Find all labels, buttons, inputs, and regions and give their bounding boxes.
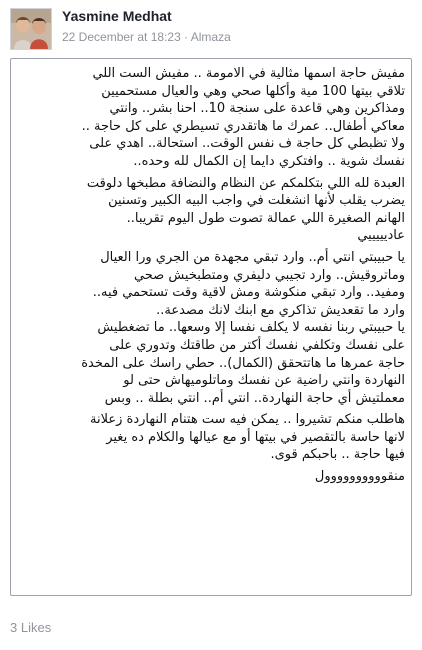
post-line: ومفيد.. وارد تبقي منكوشة ومش لاقية وقت تستحمي فيه.. — [92, 285, 405, 301]
post-date[interactable]: 22 December at 18:23 — [62, 30, 181, 44]
post-paragraph — [17, 249, 405, 407]
post-meta — [62, 30, 231, 44]
post-line: منقوووووووووول — [314, 469, 405, 485]
post-line: يا حبيبتي ربنا نفسه لا يكلف نفسا إلا وسعها.. ما تضغطيش — [97, 320, 405, 336]
post-line: الهانم الصغيرة اللي عمالة تصوت طول اليوم تقريبا.. — [126, 210, 405, 226]
post-line: عاديييييي — [357, 228, 405, 244]
post-line: يضرب يقلب لأنها انشغلت في واجب البيه الكبير وتسنين — [108, 193, 405, 209]
post-line: هاطلب منكم تشيروا .. يمكن فيه ست هتنام النهاردة زعلانة — [90, 412, 405, 428]
post-body-frame — [10, 58, 412, 596]
post-line: ولا تظبطي كل حاجة ف نفس الوقت.. استحالة.. اهدي على — [89, 136, 405, 152]
author-avatar[interactable] — [10, 8, 52, 50]
likes-count[interactable]: 3 Likes — [10, 620, 52, 635]
meta-separator: · — [184, 30, 189, 44]
post-paragraph — [17, 175, 405, 245]
post-line: العبدة لله اللي بتكلمكم عن النظام والنضافة مطبخها دلوقت — [86, 175, 405, 191]
post-text — [17, 65, 405, 591]
post-line: فيها حاجة .. باحبكم قوى. — [270, 447, 405, 463]
post-line: ومذاكرين وهي قاعدة على سنجة 10.. احنا بشر.. وانتي — [109, 101, 405, 117]
author-name[interactable]: Yasmine Medhat — [62, 8, 172, 24]
post-line: مفيش حاجة اسمها مثالية في الامومة .. مفيش الست اللي — [92, 66, 405, 81]
post-paragraph — [17, 468, 405, 486]
post-header — [10, 6, 412, 56]
post-line: نفسك شوية .. وافتكري دايما إن الكمال لله وحده.. — [133, 153, 405, 169]
post-line: النهاردة وانتي راضية عن نفسك وماتلوميهاش حتى لو — [123, 373, 405, 389]
post-location[interactable]: Almaza — [190, 30, 231, 44]
post-line: على نفسك وتكلفي نفسك أكتر من طاقتك وتدوري على — [109, 337, 405, 353]
post-paragraph — [17, 411, 405, 464]
post-line: معملتيش أي حاجة النهاردة.. انتي أم.. انتي بطلة .. وبس — [104, 390, 405, 406]
post-line: تلاقي بيتها 100 مية وأكلها صحي وهي والعيال مستحميين — [101, 83, 405, 99]
post-line: وارد ما تقعديش تذاكري مع ابنك لانك مصدعة.. — [156, 302, 405, 318]
avatar-image — [11, 9, 51, 49]
post-line: يا حبيبتي انتي أم.. وارد تبقي مجهدة من الجري ورا العيال — [100, 249, 405, 265]
post-line: لانها حاسة بالتقصير في بيتها أو مع عيالها والكلام ده يغير — [106, 429, 405, 445]
post-line: حاجة عمرها ما هاتتحقق (الكمال).. حطي راسك على المخدة — [81, 355, 405, 371]
post-line: معاكي أطفال.. عمرك ما هاتقدري تسيطري على كل حاجة .. — [81, 118, 405, 134]
post-line: وماتروقيش.. وارد تجيبي دليفري ومتطبخيش صحي — [133, 267, 405, 283]
post-paragraph — [17, 65, 405, 171]
